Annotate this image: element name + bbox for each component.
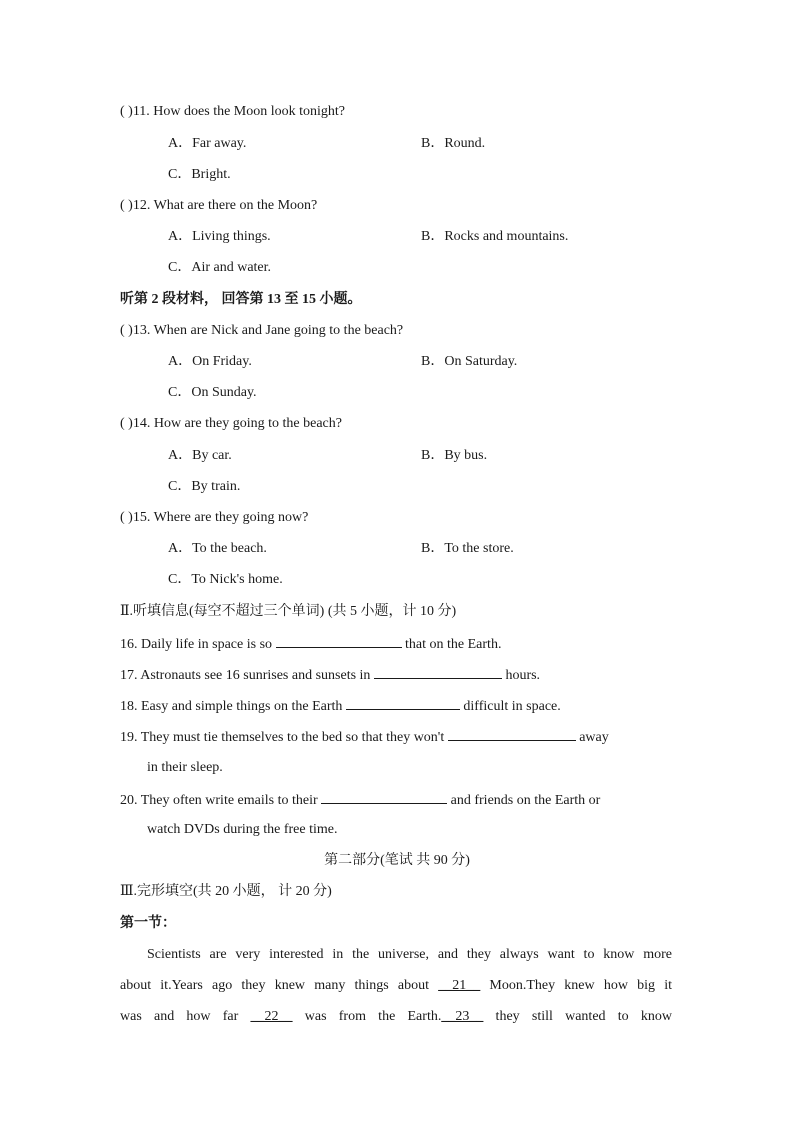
option-11-b: B．Round. (421, 136, 486, 151)
fill-question-19-cont: in their sleep. (147, 760, 223, 775)
option-13-a: A．On Friday. (168, 354, 252, 369)
option-15-c: C．To Nick's home. (168, 572, 283, 587)
option-15-a: A．To the beach. (168, 541, 267, 556)
question-text: 13. When are Nick and Jane going to the beach? (132, 323, 404, 338)
answer-bracket[interactable]: ( ) (120, 510, 133, 525)
answer-bracket[interactable]: ( ) (120, 416, 133, 431)
fill-question-16 (120, 633, 501, 653)
passage-text: about it.Years ago they knew many things about (120, 978, 439, 993)
option-14-b: B．By bus. (421, 448, 488, 463)
fill-text: hours. (501, 668, 541, 683)
option-11-c: C．Bright. (168, 167, 231, 182)
fill-text: 18. Easy and simple things on the Earth (120, 699, 346, 714)
passage-line: Scientists are very interested in the universe, and they always want to know more (147, 947, 672, 962)
passage-text: was from the Earth. (292, 1009, 442, 1024)
fill-blank-18[interactable] (346, 695, 460, 710)
fill-blank-20[interactable] (321, 789, 447, 804)
cloze-blank-23[interactable]: __23__ (441, 1009, 484, 1024)
option-14-c: C．By train. (168, 479, 241, 494)
option-12-b: B．Rocks and mountains. (421, 229, 569, 244)
cloze-blank-21[interactable]: __21__ (438, 978, 481, 993)
question-14 (120, 414, 342, 434)
option-13-c: C．On Sunday. (168, 385, 257, 400)
fill-text: difficult in space. (459, 699, 561, 714)
cloze-blank-22[interactable]: __22__ (250, 1009, 293, 1024)
option-13-b: B．On Saturday. (421, 354, 518, 369)
question-12 (120, 196, 317, 216)
section-heading: 听第 2 段材料， 回答第 13 至 15 小题。 (120, 292, 362, 307)
passage-text: they still wanted to know (483, 1009, 672, 1024)
option-12-a: A．Living things. (168, 229, 271, 244)
passage-line (120, 1007, 672, 1027)
fill-text: and friends on the Earth or (447, 793, 601, 808)
answer-bracket[interactable]: ( ) (120, 323, 133, 338)
question-text: 15. Where are they going now? (132, 510, 309, 525)
question-11 (120, 102, 345, 122)
written-part-heading: 第二部分(笔试 共 90 分) (324, 853, 470, 868)
fill-question-20-cont: watch DVDs during the free time. (147, 822, 338, 837)
fill-blank-19[interactable] (448, 726, 576, 741)
fill-question-17 (120, 664, 540, 684)
passage-text: was and how far (120, 1009, 251, 1024)
question-text: 14. How are they going to the beach? (132, 416, 342, 431)
passage-text: Moon.They knew how big it (480, 978, 672, 993)
answer-bracket[interactable]: ( ) (120, 198, 133, 213)
option-11-a: A．Far away. (168, 136, 247, 151)
passage-line (120, 976, 672, 996)
fill-question-18 (120, 695, 561, 715)
question-text: 12. What are there on the Moon? (132, 198, 318, 213)
fill-question-20 (120, 789, 600, 809)
fill-text: that on the Earth. (401, 637, 502, 652)
fill-blank-17[interactable] (374, 664, 502, 679)
part-heading: Ⅲ.完形填空(共 20 小题， 计 20 分) (120, 884, 332, 899)
fill-question-19 (120, 726, 609, 746)
fill-text: 17. Astronauts see 16 sunrises and sunsets in (120, 668, 374, 683)
option-14-a: A．By car. (168, 448, 232, 463)
fill-text: away (575, 730, 609, 745)
fill-blank-16[interactable] (276, 633, 402, 648)
section-label: 第一节： (120, 916, 176, 931)
option-12-c: C．Air and water. (168, 260, 272, 275)
question-15 (120, 508, 308, 528)
fill-text: 20. They often write emails to their (120, 793, 322, 808)
fill-text: 19. They must tie themselves to the bed so that they won't (120, 730, 448, 745)
part-heading: Ⅱ.听填信息(每空不超过三个单词) (共 5 小题，计 10 分) (120, 604, 457, 619)
question-text: 11. How does the Moon look tonight? (132, 104, 346, 119)
answer-bracket[interactable]: ( ) (120, 104, 133, 119)
question-13 (120, 321, 403, 341)
fill-text: 16. Daily life in space is so (120, 637, 276, 652)
option-15-b: B．To the store. (421, 541, 514, 556)
